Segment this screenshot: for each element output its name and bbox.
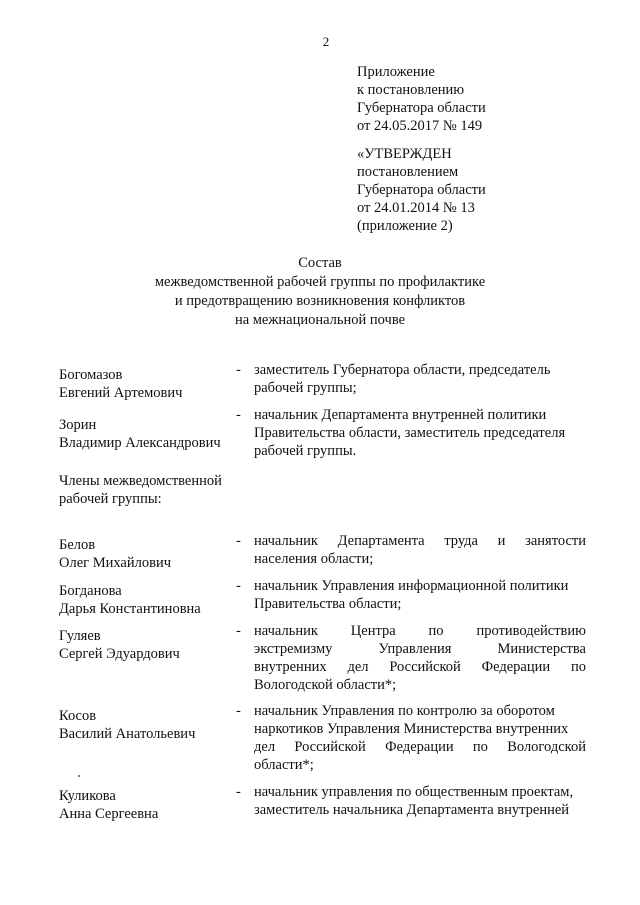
role-word: Министерства xyxy=(497,641,586,657)
dash: - xyxy=(236,407,241,423)
role-word: Федерации xyxy=(385,739,454,755)
role-line xyxy=(254,658,586,676)
member-role xyxy=(254,622,586,694)
member-name xyxy=(59,707,195,743)
role-line xyxy=(254,532,586,550)
role-line: рабочей группы; xyxy=(254,380,357,396)
role-line: Правительства области; xyxy=(254,596,402,612)
role-line xyxy=(254,622,586,640)
given-names: Василий Анатольевич xyxy=(59,726,196,742)
role-word: начальник xyxy=(254,533,318,549)
given-names: Евгений Артемович xyxy=(59,385,183,401)
member-name xyxy=(59,536,171,572)
heading-line: рабочей группы: xyxy=(59,491,162,507)
title-line: межведомственной рабочей группы по профилактике xyxy=(154,274,486,290)
surname: Зорин xyxy=(59,417,97,433)
given-names: Олег Михайлович xyxy=(59,555,172,571)
role-line: области*; xyxy=(254,757,314,773)
surname: Гуляев xyxy=(59,628,101,644)
approved-line: «УТВЕРЖДЕН xyxy=(357,146,452,162)
role-word: начальник xyxy=(254,623,318,639)
role-word: дел xyxy=(347,659,369,675)
role-word: занятости xyxy=(525,533,586,549)
role-line: наркотиков Управления Министерства внутренних xyxy=(254,721,569,737)
role-word: Российской xyxy=(294,739,366,755)
role-line: начальник Управления информационной политики xyxy=(254,578,569,594)
members-heading xyxy=(59,472,222,508)
dash: - xyxy=(236,703,241,719)
dash: - xyxy=(236,578,241,594)
appendix-line: от 24.05.2017 № 149 xyxy=(357,118,483,134)
dash: - xyxy=(236,784,241,800)
role-word: труда xyxy=(444,533,478,549)
document-title xyxy=(0,254,640,330)
member-name xyxy=(59,582,201,618)
appendix-line: к постановлению xyxy=(357,82,465,98)
given-names: Сергей Эдуардович xyxy=(59,646,180,662)
role-word: противодействию xyxy=(476,623,586,639)
page-number: 2 xyxy=(322,34,330,49)
role-line: Вологодской области*; xyxy=(254,677,397,693)
surname: Богомазов xyxy=(59,367,123,383)
role-line xyxy=(254,640,586,658)
member-role xyxy=(254,361,586,397)
role-line: Правительства области, заместитель председателя xyxy=(254,425,566,441)
role-word: внутренних xyxy=(254,659,327,675)
role-line: рабочей группы. xyxy=(254,443,357,459)
member-name xyxy=(59,787,158,823)
role-word: Федерации xyxy=(481,659,551,675)
member-role xyxy=(254,702,586,774)
given-names: Анна Сергеевна xyxy=(59,806,159,822)
role-line xyxy=(254,738,586,756)
heading-line: Члены межведомственной xyxy=(59,473,222,489)
surname: Куликова xyxy=(59,788,116,804)
dash: - xyxy=(236,623,241,639)
role-word: экстремизму xyxy=(254,641,333,657)
given-names: Владимир Александрович xyxy=(59,435,221,451)
role-word: Департамента xyxy=(337,533,425,549)
scan-speck xyxy=(78,775,80,777)
member-role xyxy=(254,532,586,568)
role-word: по xyxy=(428,623,444,639)
role-word: и xyxy=(497,533,506,549)
member-role xyxy=(254,406,586,460)
role-word: по xyxy=(472,739,488,755)
appendix-line: Приложение xyxy=(357,64,435,80)
role-line: заместитель начальника Департамента внутренней xyxy=(254,802,570,818)
title-line: Состав xyxy=(298,255,342,271)
approved-line: (приложение 2) xyxy=(357,218,453,234)
given-names: Дарья Константиновна xyxy=(59,601,201,617)
member-role xyxy=(254,783,586,819)
approved-block xyxy=(357,145,486,235)
surname: Косов xyxy=(59,708,97,724)
approved-line: от 24.01.2014 № 13 xyxy=(357,200,475,216)
role-word: по xyxy=(570,659,586,675)
member-role xyxy=(254,577,586,613)
role-word: Вологодской xyxy=(507,739,586,755)
role-line: заместитель Губернатора области, председатель xyxy=(254,362,551,378)
surname: Белов xyxy=(59,537,96,553)
role-line: населения области; xyxy=(254,551,374,567)
role-line: начальник Департамента внутренней политики xyxy=(254,407,547,423)
dash: - xyxy=(236,533,241,549)
title-line: и предотвращению возникновения конфликтов xyxy=(174,293,466,309)
appendix-line: Губернатора области xyxy=(357,100,486,116)
title-line: на межнациональной почве xyxy=(234,312,406,328)
role-line: начальник Управления по контролю за оборотом xyxy=(254,703,555,719)
approved-line: постановлением xyxy=(357,164,459,180)
role-word: Центра xyxy=(350,623,396,639)
approved-line: Губернатора области xyxy=(357,182,486,198)
role-word: Управления xyxy=(378,641,452,657)
member-name xyxy=(59,627,180,663)
role-word: Российской xyxy=(389,659,461,675)
surname: Богданова xyxy=(59,583,122,599)
appendix-block xyxy=(357,63,486,135)
member-name xyxy=(59,366,182,402)
dash: - xyxy=(236,362,241,378)
role-word: дел xyxy=(254,739,276,755)
role-line: начальник управления по общественным проектам, xyxy=(254,784,574,800)
member-name xyxy=(59,416,221,452)
